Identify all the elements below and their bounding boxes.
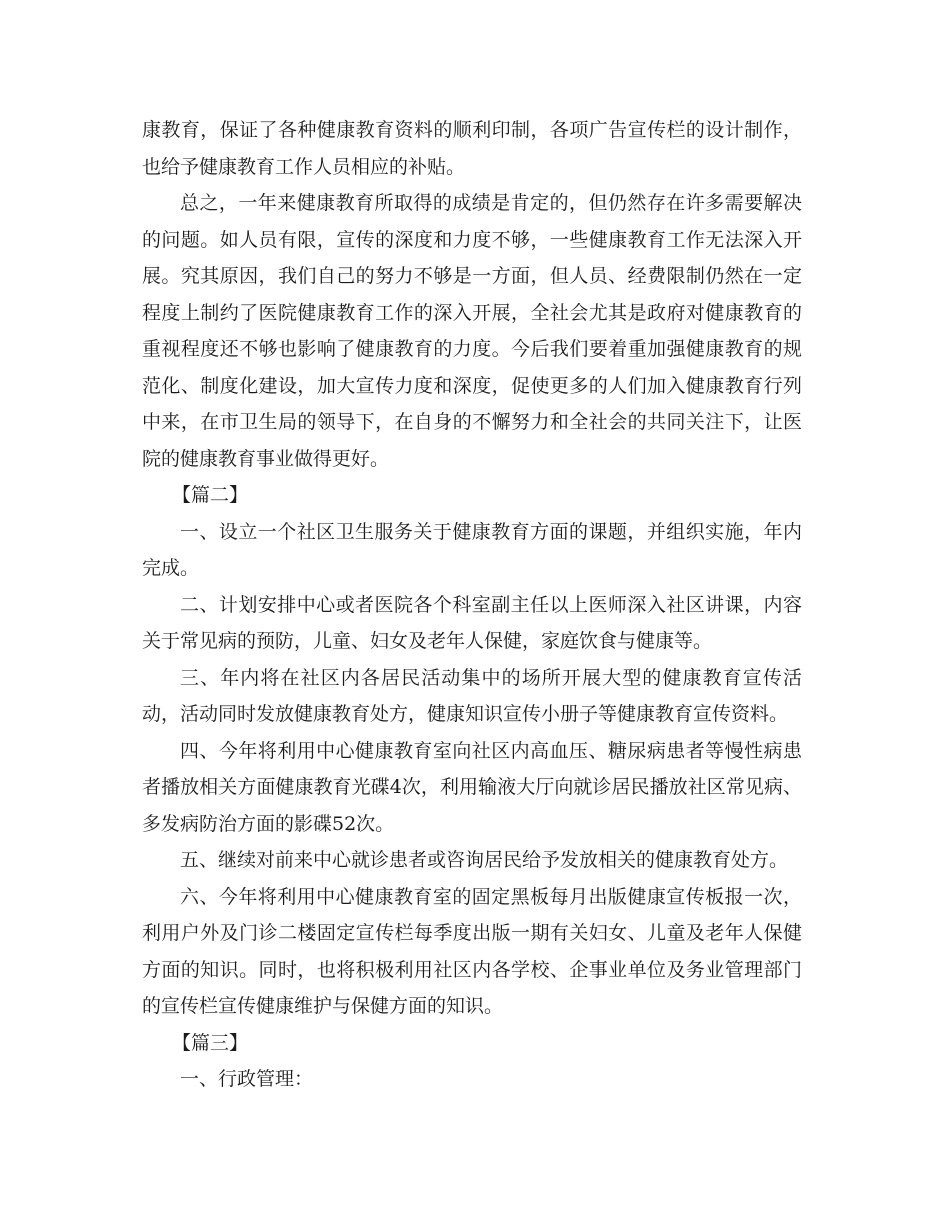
section-heading-part-three: 【篇三】 [172, 1031, 249, 1054]
list-item-6: 六、今年将利用中心健康教育室的固定黑板每月出版健康宣传板报一次，利用户外及门诊二楼固定宣传栏每季度出版一期有关妇女、儿童及老年人保健方面的知识。同时，也将积极利用社区内各学校、企事业单位及务业管理部门的宣传栏宣传健康维护与保健方面的知识。 [142, 885, 802, 1017]
list-item-4: 四、今年将利用中心健康教育室向社区内高血压、糖尿病患者等慢性病患者播放相关方面健康教育光碟4次，利用输液大厅向就诊居民播放社区常见病、多发病防治方面的影碟52次。 [142, 739, 802, 835]
section-heading-part-two: 【篇二】 [172, 484, 249, 506]
list-item-3: 三、年内将在社区内各居民活动集中的场所开展大型的健康教育宣传活动，活动同时发放健康教育处方，健康知识宣传小册子等健康教育宣传资料。 [142, 666, 802, 725]
list-item-1: 一、设立一个社区卫生服务关于健康教育方面的课题，并组织实施，年内完成。 [142, 520, 802, 579]
paragraph-continuation: 康教育，保证了各种健康教育资料的顺利印制，各项广告宣传栏的设计制作，也给予健康教育工作人员相应的补贴。 [142, 119, 802, 178]
list-item-2: 二、计划安排中心或者医院各个科室副主任以上医师深入社区讲课，内容关于常见病的预防，儿童、妇女及老年人保健，家庭饮食与健康等。 [142, 593, 802, 652]
list-item-admin: 一、行政管理： [180, 1068, 314, 1090]
list-item-5: 五、继续对前来中心就诊患者或咨询居民给予发放相关的健康教育处方。 [180, 849, 789, 871]
paragraph-summary: 总之，一年来健康教育所取得的成绩是肯定的，但仍然存在许多需要解决的问题。如人员有限，宣传的深度和力度不够，一些健康教育工作无法深入开展。究其原因，我们自己的努力不够是一方面，但人员、经费限制仍然在一定程度上制约了医院健康教育工作的深入开展，全社会尤其是政府对健康教育的重视程度还不够也影响了健康教育的力度。今后我们要着重加强健康教育的规范化、制度化建设，加大宣传力度和深度，促使更多的人们加入健康教育行列中来，在市卫生局的领导下，在自身的不懈努力和全社会的共同关注下，让医院的健康教育事业做得更好。 [142, 192, 802, 470]
document-body [142, 112, 802, 1098]
